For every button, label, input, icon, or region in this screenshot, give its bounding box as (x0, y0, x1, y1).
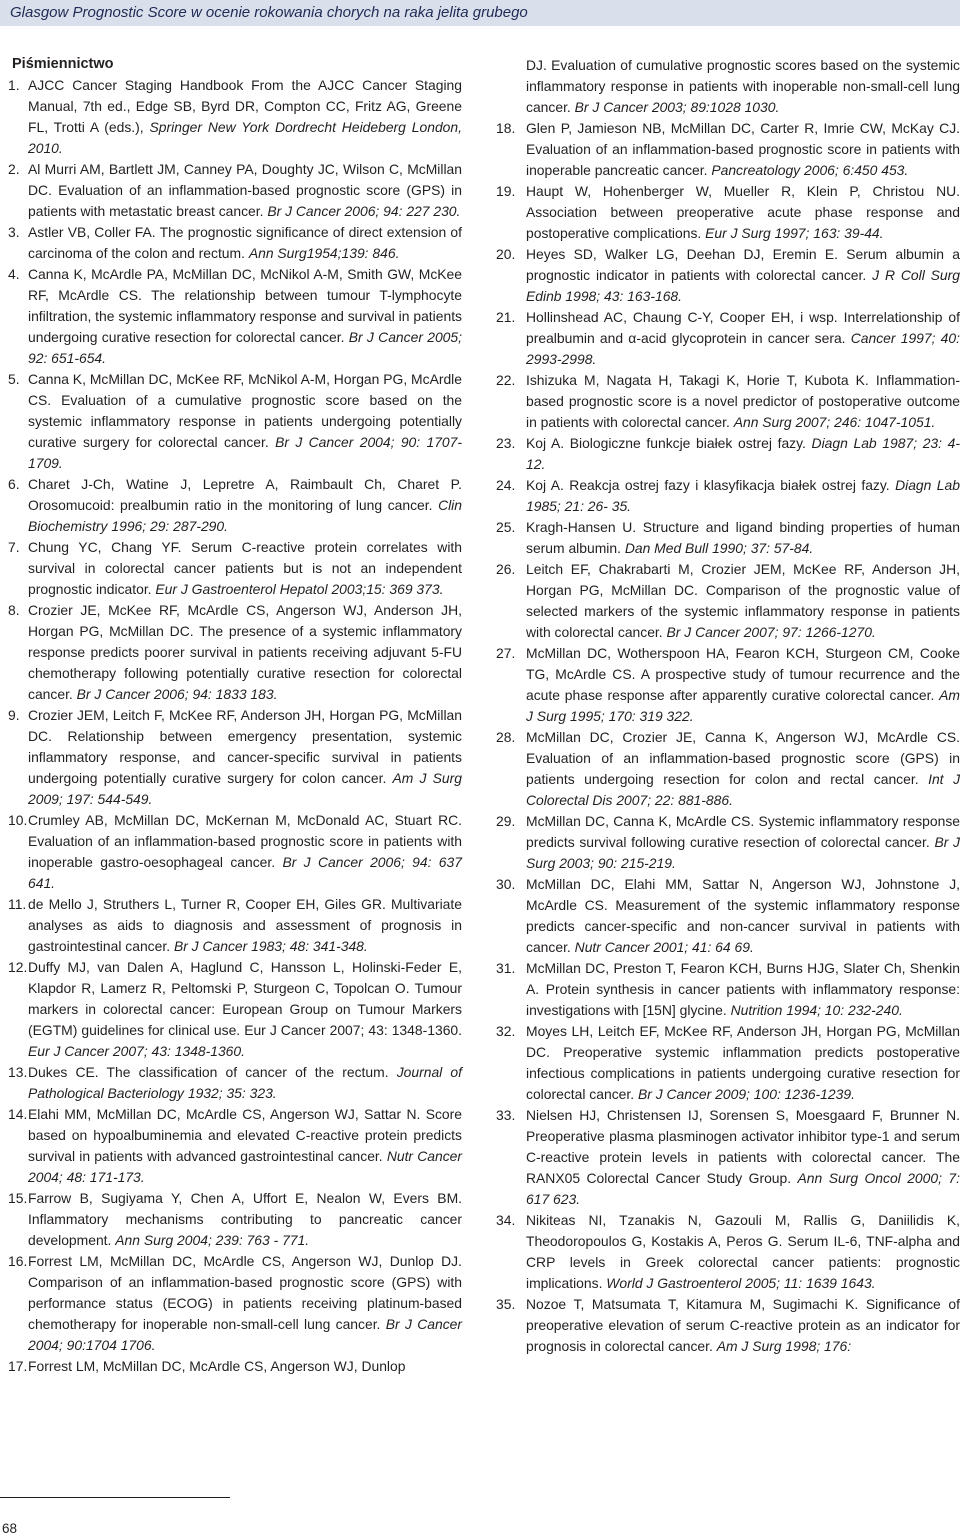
reference-number: 34. (496, 1212, 516, 1228)
reference-text: McMillan DC, Elahi MM, Sattar N, Angerson WJ, Johnstone J, McArdle CS. Measurement of the systemic inflammatory response predicts cancer-specific and non-cancer survival in patients with cancer. (526, 876, 960, 955)
reference-number: 16. (8, 1253, 28, 1269)
reference-citation: Am J Surg 1995; 170: 319 322. (526, 687, 960, 724)
running-header (0, 0, 960, 26)
reference-citation: Ann Surg Oncol 2000; 7: 617 623. (526, 1170, 960, 1207)
reference-item (8, 1062, 462, 1104)
reference-citation: Br J Cancer 2006; 94: 1833 183. (76, 686, 278, 702)
reference-text: Elahi MM, McMillan DC, McArdle CS, Angerson WJ, Sattar N. Score based on hypoalbuminemia and elevated C-reactive protein predicts survival in patients with advanced gastrointestinal cancer. (28, 1106, 462, 1164)
reference-text: McMillan DC, Preston T, Fearon KCH, Burns HJG, Slater Ch, Shenkin A. Protein synthesis in cancer patients with inflammatory response: investigations with [15N] glycine. (526, 960, 960, 1018)
reference-citation: Nutr Cancer 2004; 48: 171-173. (28, 1148, 462, 1185)
running-header-title: Glasgow Prognostic Score w ocenie rokowania chorych na raka jelita grubego (10, 4, 528, 21)
reference-item (496, 433, 960, 475)
reference-citation: Br J Cancer 2005; 92: 651-654. (28, 329, 462, 366)
reference-citation: Eur J Surg 1997; 163: 39-44. (705, 225, 884, 241)
reference-number: 29. (496, 813, 516, 829)
left-reference-list (8, 55, 462, 1377)
reference-citation: Br J Cancer 2006; 94: 227 230. (267, 203, 461, 219)
reference-item (496, 643, 960, 727)
reference-number: 25. (496, 519, 516, 535)
reference-number: 14. (8, 1106, 28, 1122)
reference-number: 22. (496, 372, 516, 388)
reference-item (496, 118, 960, 181)
reference-text: Nikiteas NI, Tzanakis N, Gazouli M, Rallis G, Daniilidis K, Theodoropoulos G, Kostakis A, Peros G. Serum IL-6, TNF-alpha and CRP levels in Greek colorectal cancer patients: prognostic implications. (526, 1212, 960, 1291)
reference-item (8, 1251, 462, 1356)
reference-citation: Br J Surg 2003; 90: 215-219. (526, 834, 960, 871)
reference-number: 19. (496, 183, 516, 199)
reference-text: Nozoe T, Matsumata T, Kitamura M, Sugimachi K. Significance of preoperative elevation of serum C-reactive protein as an indicator for prognosis in colorectal cancer. (526, 1296, 960, 1354)
reference-item (496, 559, 960, 643)
reference-text: Kragh-Hansen U. Structure and ligand binding properties of human serum albumin. (526, 519, 960, 556)
reference-item (496, 1210, 960, 1294)
reference-text: Dukes CE. The classification of cancer of the rectum. (28, 1064, 397, 1080)
reference-citation: Cancer 1997; 40: 2993-2998. (526, 330, 960, 367)
reference-number: 26. (496, 561, 516, 577)
reference-citation: World J Gastroenterol 2005; 11: 1639 1643. (606, 1275, 876, 1291)
reference-citation: Br J Cancer 1983; 48: 341-348. (173, 938, 368, 954)
reference-text: Heyes SD, Walker LG, Deehan DJ, Eremin E. Serum albumin a prognostic indicator in patients with colorectal cancer. (526, 246, 960, 283)
reference-item (8, 222, 462, 264)
section-title: Piśmiennictwo (12, 56, 114, 72)
reference-number: 6. (8, 476, 20, 492)
reference-number: 2. (8, 161, 20, 177)
right-reference-list (496, 55, 960, 1357)
reference-text: Duffy MJ, van Dalen A, Haglund C, Hansson L, Holinski-Feder E, Klapdor R, Lamerz R, Peltomski P, Sturgeon C, Topolcan O. Tumour markers in colorectal cancer: European Group on Tumour Markers (EGTM) guidelines for clinical use. Eur J Cancer 2007; 43: 1348-1360. (28, 959, 462, 1038)
reference-citation: Br J Cancer 2004; 90: 1707-1709. (28, 434, 462, 471)
reference-citation: Diagn Lab 1987; 23: 4- 12. (526, 435, 960, 472)
reference-citation: Springer New York Dordrecht Heideberg London, 2010. (28, 119, 462, 156)
reference-item (496, 370, 960, 433)
reference-number: 17. (8, 1358, 28, 1374)
reference-text: Farrow B, Sugiyama Y, Chen A, Uffort E, Nealon W, Evers BM. Inflammatory mechanisms contributing to pancreatic cancer development. (28, 1190, 462, 1248)
reference-citation: Br J Cancer 2004; 90:1704 1706. (28, 1316, 462, 1353)
reference-text: Glen P, Jamieson NB, McMillan DC, Carter R, Imrie CW, McKay CJ. Evaluation of an inflammation-based prognostic score in patients with inoperable pancreatic cancer. (526, 120, 960, 178)
reference-item (496, 811, 960, 874)
reference-item (8, 957, 462, 1062)
reference-number: 18. (496, 120, 516, 136)
reference-citation: Br J Cancer 2006; 94: 637 641. (28, 854, 462, 891)
reference-item (496, 958, 960, 1021)
reference-text: Ishizuka M, Nagata H, Takagi K, Horie T, Kubota K. Inflammation-based prognostic score is a novel predictor of postoperative outcome in patients with colorectal cancer. (526, 372, 960, 430)
reference-item (496, 475, 960, 517)
reference-item (496, 727, 960, 811)
reference-text: Moyes LH, Leitch EF, McKee RF, Anderson JH, Horgan PG, McMillan DC. Preoperative systemic inflammation predicts postoperative infectious complications in patients undergoing curative resection for colorectal cancer. (526, 1023, 960, 1102)
reference-citation: Ann Surg 2004; 239: 763 - 771. (115, 1232, 310, 1248)
reference-citation: Br J Cancer 2009; 100: 1236-1239. (637, 1086, 855, 1102)
reference-citation: Dan Med Bull 1990; 37: 57-84. (624, 540, 814, 556)
reference-text: Astler VB, Coller FA. The prognostic significance of direct extension of carcinoma of the colon and rectum. (28, 224, 462, 261)
reference-citation: Am J Surg 2009; 197: 544-549. (28, 770, 462, 807)
reference-number: 32. (496, 1023, 516, 1039)
reference-item (8, 1356, 462, 1377)
reference-text: Chung YC, Chang YF. Serum C-reactive protein correlates with survival in colorectal cancer patients but is not an independent prognostic indicator. (28, 539, 462, 597)
reference-number: 7. (8, 539, 20, 555)
reference-citation: Journal of Pathological Bacteriology 1932; 35: 323. (28, 1064, 462, 1101)
reference-number: 33. (496, 1107, 516, 1123)
reference-number: 4. (8, 266, 20, 282)
reference-item (8, 810, 462, 894)
reference-item (496, 1294, 960, 1357)
reference-text: Forrest LM, McMillan DC, McArdle CS, Angerson WJ, Dunlop DJ. Comparison of an inflammation-based prognostic score (GPS) with performance status (ECOG) in patients receiving platinum-based chemotherapy for inoperable non-small-cell lung cancer. (28, 1253, 462, 1332)
reference-text: McMillan DC, Canna K, McArdle CS. Systemic inflammatory response predicts survival following curative resection of colorectal cancer. (526, 813, 960, 850)
reference-number: 35. (496, 1296, 516, 1312)
page-number: 68 (2, 1521, 18, 1536)
reference-number: 3. (8, 224, 20, 240)
reference-item (8, 369, 462, 474)
reference-citation: Eur J Cancer 2007; 43: 1348-1360. (28, 1043, 245, 1059)
reference-item (8, 474, 462, 537)
reference-text: McMillan DC, Wotherspoon HA, Fearon KCH, Sturgeon CM, Cooke TG, McArdle CS. A prospective study of tumour recurrence and the acute phase response after apparently curative colorectal cancer. (526, 645, 960, 703)
reference-number: 30. (496, 876, 516, 892)
reference-number: 13. (8, 1064, 28, 1080)
reference-number: 27. (496, 645, 516, 661)
reference-number: 1. (8, 77, 20, 93)
reference-number: 10. (8, 812, 28, 828)
reference-item (496, 307, 960, 370)
reference-citation: Br J Cancer 2003; 89:1028 1030. (574, 99, 780, 115)
reference-text: Forrest LM, McMillan DC, McArdle CS, Angerson WJ, Dunlop (28, 1358, 406, 1374)
reference-text: de Mello J, Struthers L, Turner R, Cooper EH, Giles GR. Multivariate analyses as aids to diagnosis and assessment of prognosis in gastrointestinal cancer. (28, 896, 462, 954)
reference-item (8, 1104, 462, 1188)
reference-text: Haupt W, Hohenberger W, Mueller R, Klein P, Christou NU. Association between preoperative acute phase response and postoperative complications. (526, 183, 960, 241)
reference-text: Canna K, McArdle PA, McMillan DC, McNikol A-M, Smith GW, McKee RF, McArdle CS. The relationship between tumour T-lymphocyte infiltration, the systemic inflammatory response and survival in patients undergoing curative resection for colorectal cancer. (28, 266, 462, 345)
reference-number: 21. (496, 309, 516, 325)
reference-text: Koj A. Biologiczne funkcje białek ostrej fazy. (526, 435, 812, 451)
reference-item (8, 264, 462, 369)
reference-citation: Nutrition 1994; 10: 232-240. (730, 1002, 903, 1018)
reference-citation: Diagn Lab 1985; 21: 26- 35. (526, 477, 960, 514)
reference-number: 15. (8, 1190, 28, 1206)
reference-text: Crozier JE, McKee RF, McArdle CS, Angerson WJ, Anderson JH, Horgan PG, McMillan DC. The presence of a systemic inflammatory response predicts poorer survival in patients receiving adjuvant 5-FU chemotherapy following potentially curative resection for colorectal cancer. (28, 602, 462, 702)
reference-number: 31. (496, 960, 516, 976)
reference-number: 9. (8, 707, 20, 723)
reference-text: McMillan DC, Crozier JE, Canna K, Angerson WJ, McArdle CS. Evaluation of an inflammation-based prognostic score (GPS) in patients undergoing resection for colon and rectal cancer. (526, 729, 960, 787)
reference-citation: Ann Surg1954;139: 846. (248, 245, 400, 261)
reference-number: 8. (8, 602, 20, 618)
reference-item (8, 159, 462, 222)
reference-number: 20. (496, 246, 516, 262)
reference-citation: Eur J Gastroenterol Hepatol 2003;15: 369 373. (155, 581, 444, 597)
reference-citation: Br J Cancer 2007; 97: 1266-1270. (666, 624, 876, 640)
reference-text: Koj A. Reakcja ostrej fazy i klasyfikacja białek ostrej fazy. (526, 477, 896, 493)
reference-text: Leitch EF, Chakrabarti M, Crozier JEM, McKee RF, Anderson JH, Horgan PG, McMillan DC. Comparison of the prognostic value of selected markers of the systemic inflammatory response in patients with colorectal cancer. (526, 561, 960, 640)
reference-text: AJCC Cancer Staging Handbook From the AJCC Cancer Staging Manual, 7th ed., Edge SB, Byrd DR, Compton CC, Fritz AG, Greene FL, Trotti A (eds.), (28, 77, 462, 135)
right-column (496, 55, 960, 1357)
reference-item (8, 600, 462, 705)
reference-item (496, 1021, 960, 1105)
reference-text: Canna K, McMillan DC, McKee RF, McNikol A-M, Horgan PG, McArdle CS. Evaluation of a cumulative prognostic score based on the systemic inflammatory response in patients undergoing potentially curative surgery for colorectal cancer. (28, 371, 462, 450)
reference-text: Crumley AB, McMillan DC, McKernan M, McDonald AC, Stuart RC. Evaluation of an inflammation-based prognostic score in patients with inoperable gastro-oesophageal cancer. (28, 812, 462, 870)
reference-text: Nielsen HJ, Christensen IJ, Sorensen S, Moesgaard F, Brunner N. Preoperative plasma plasminogen activator inhibitor type-1 and serum C-reactive protein levels in patients with colorectal cancer. The RANX05 Colorectal Cancer Study Group. (526, 1107, 960, 1186)
reference-citation: Am J Surg 1998; 176: (716, 1338, 852, 1354)
reference-item (496, 874, 960, 958)
reference-number: 12. (8, 959, 28, 975)
reference-citation: Ann Surg 2007; 246: 1047-1051. (733, 414, 936, 430)
reference-citation: Nutr Cancer 2001; 41: 64 69. (574, 939, 754, 955)
reference-number: 11. (8, 896, 27, 912)
reference-number: 23. (496, 435, 516, 451)
footer-rule (0, 1497, 230, 1498)
reference-number: 24. (496, 477, 516, 493)
reference-item (8, 894, 462, 957)
reference-number: 28. (496, 729, 516, 745)
reference-text: Charet J-Ch, Watine J, Lepretre A, Raimbault Ch, Charet P. Orosomucoid: prealbumin ratio in the monitoring of lung cancer. (28, 476, 462, 513)
reference-item (8, 75, 462, 159)
reference-item (8, 1188, 462, 1251)
reference-item (496, 517, 960, 559)
left-column (8, 55, 462, 1377)
reference-citation: Clin Biochemistry 1996; 29: 287-290. (28, 497, 462, 534)
reference-text: Hollinshead AC, Chaung C-Y, Cooper EH, i wsp. Interrelationship of prealbumin and α-acid glycoprotein in cancer sera. (526, 309, 960, 346)
reference-citation: Pancreatology 2006; 6:450 453. (711, 162, 909, 178)
reference-item (496, 244, 960, 307)
reference-text: DJ. Evaluation of cumulative prognostic scores based on the systemic inflammatory response in patients with inoperable non-small-cell lung cancer. (526, 57, 960, 115)
reference-citation: Int J Colorectal Dis 2007; 22: 881-886. (526, 771, 960, 808)
reference-item (496, 55, 960, 118)
reference-item (496, 1105, 960, 1210)
reference-item (8, 537, 462, 600)
reference-citation: J R Coll Surg Edinb 1998; 43: 163-168. (526, 267, 960, 304)
reference-text: Al Murri AM, Bartlett JM, Canney PA, Doughty JC, Wilson C, McMillan DC. Evaluation of an inflammation-based prognostic score (GPS) in patients with metastatic breast cancer. (28, 161, 462, 219)
reference-item (496, 181, 960, 244)
reference-item (8, 705, 462, 810)
reference-number: 5. (8, 371, 20, 387)
reference-text: Crozier JEM, Leitch F, McKee RF, Anderson JH, Horgan PG, McMillan DC. Relationship between emergency presentation, systemic inflammatory response, and cancer-specific survival in patients undergoing potentially curative surgery for colon cancer. (28, 707, 462, 786)
